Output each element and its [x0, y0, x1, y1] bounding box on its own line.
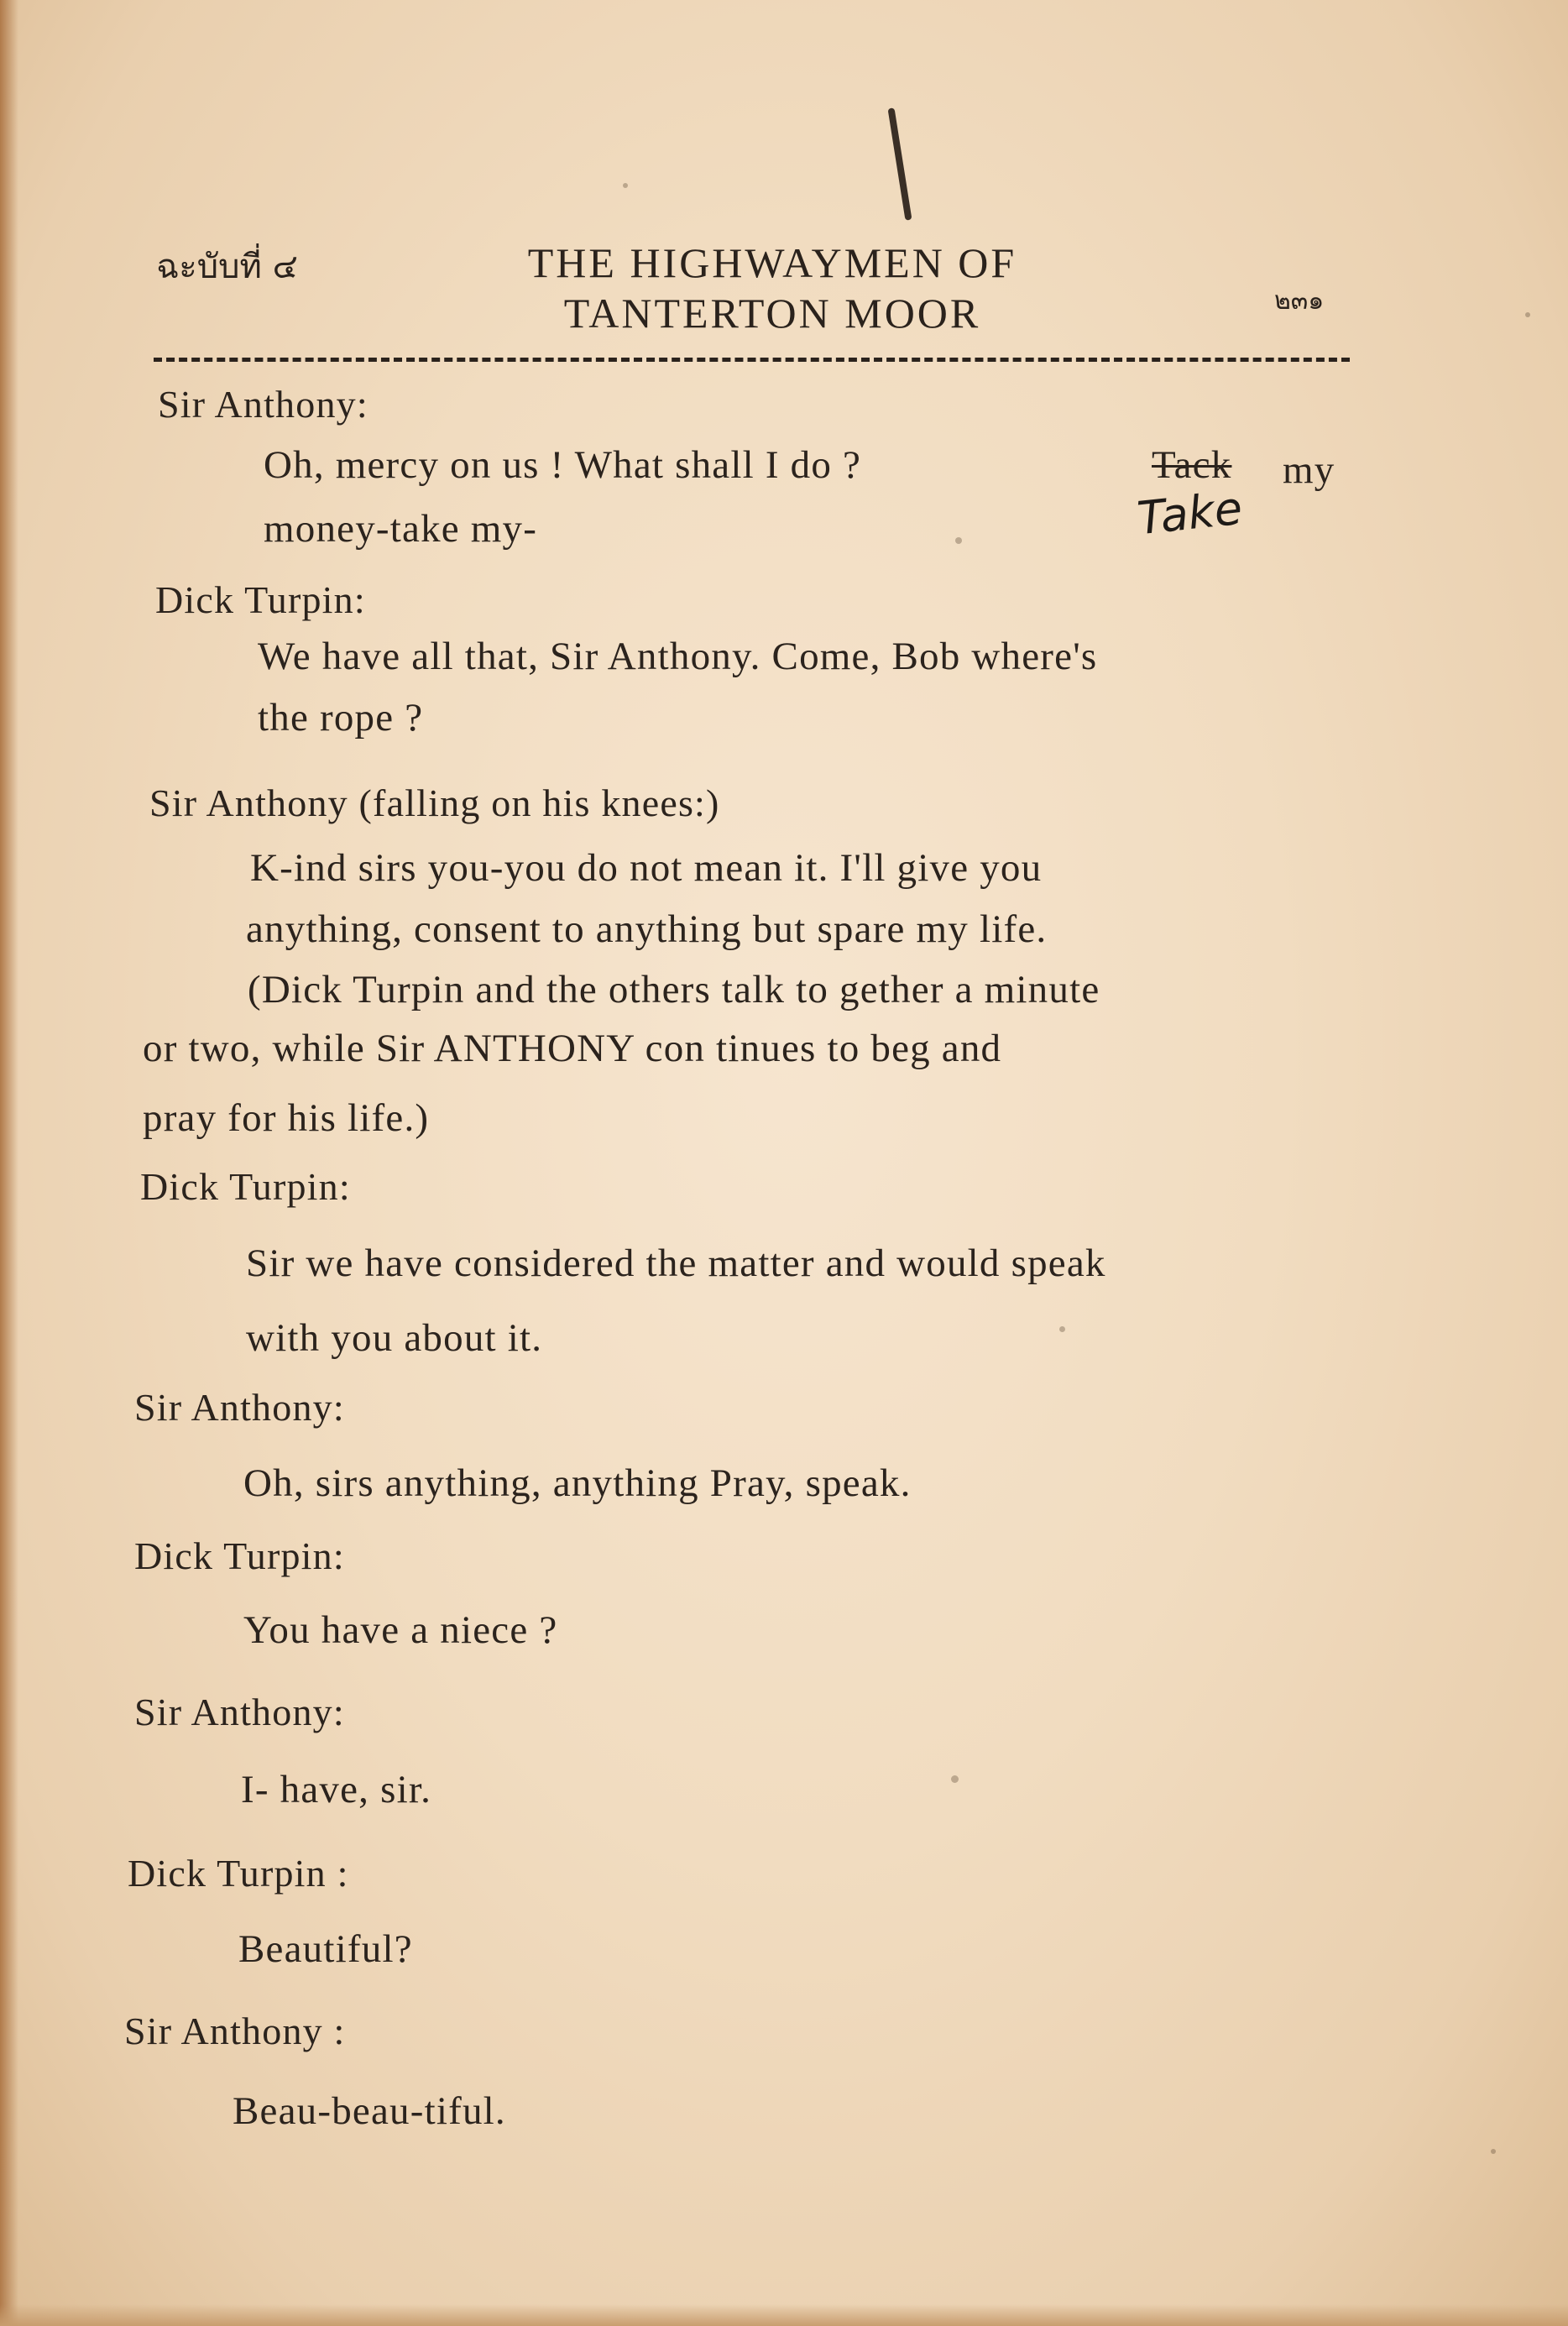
- speaker-line: Dick Turpin :: [128, 1852, 349, 1895]
- dialogue-line: We have all that, Sir Anthony. Come, Bob where's: [258, 635, 1098, 678]
- speaker-line: Dick Turpin:: [140, 1165, 351, 1208]
- header-divider: [154, 358, 1350, 362]
- dialogue-line: You have a niece ?: [243, 1608, 558, 1652]
- stage-direction: pray for his life.): [143, 1096, 430, 1140]
- speaker-line: Sir Anthony:: [158, 383, 368, 426]
- stage-direction: (Dick Turpin and the others talk to gether a minute: [248, 968, 1100, 1011]
- speaker-line: Dick Turpin:: [155, 578, 366, 621]
- speaker-line: Dick Turpin:: [134, 1534, 345, 1577]
- dialogue-line: anything, consent to anything but spare my life.: [246, 907, 1048, 951]
- speaker-line: Sir Anthony :: [124, 2010, 346, 2052]
- handwritten-correction: Take: [1135, 481, 1245, 546]
- title-line-1: THE HIGHWAYMEN OF: [527, 239, 1017, 286]
- paper-speck: [955, 537, 962, 544]
- dialogue-line: Beau-beau-tiful.: [233, 2089, 506, 2133]
- stage-direction: or two, while Sir ANTHONY con tinues to beg and: [143, 1027, 1002, 1070]
- paper-speck: [1059, 1326, 1065, 1332]
- paper-speck: [623, 183, 628, 188]
- paper-speck: [1525, 312, 1530, 317]
- dialogue-line: with you about it.: [246, 1316, 543, 1360]
- title-line-2: TANTERTON MOOR: [563, 290, 981, 337]
- page-title: [436, 238, 1108, 338]
- struck-word: Tack: [1152, 443, 1232, 487]
- dialogue-line: K-ind sirs you-you do not mean it. I'll give you: [250, 846, 1043, 890]
- dialogue-line: the rope ?: [258, 696, 424, 740]
- speaker-line: Sir Anthony:: [134, 1386, 345, 1429]
- paper-speck: [951, 1775, 959, 1783]
- page-number: ๒๓๑: [1274, 286, 1325, 316]
- page-edge-shadow: [0, 0, 18, 2326]
- dialogue-line: money-take my-: [264, 507, 538, 551]
- page-bottom-shadow: [0, 2304, 1568, 2326]
- header-issue-label: ฉะบับที่ ๔: [156, 248, 298, 286]
- speaker-line: Sir Anthony:: [134, 1691, 345, 1733]
- speaker-line: Sir Anthony (falling on his knees:): [149, 781, 720, 824]
- dialogue-line: Sir we have considered the matter and would speak: [246, 1241, 1106, 1285]
- dialogue-line: Beautiful?: [238, 1927, 413, 1971]
- dialogue-line: Oh, sirs anything, anything Pray, speak.: [243, 1461, 912, 1505]
- paper-speck: [1491, 2149, 1496, 2154]
- dialogue-line: I- have, sir.: [241, 1768, 432, 1811]
- pencil-mark: [887, 107, 912, 221]
- dialogue-word: my: [1283, 448, 1335, 492]
- dialogue-line: Oh, mercy on us ! What shall I do ?: [264, 443, 862, 487]
